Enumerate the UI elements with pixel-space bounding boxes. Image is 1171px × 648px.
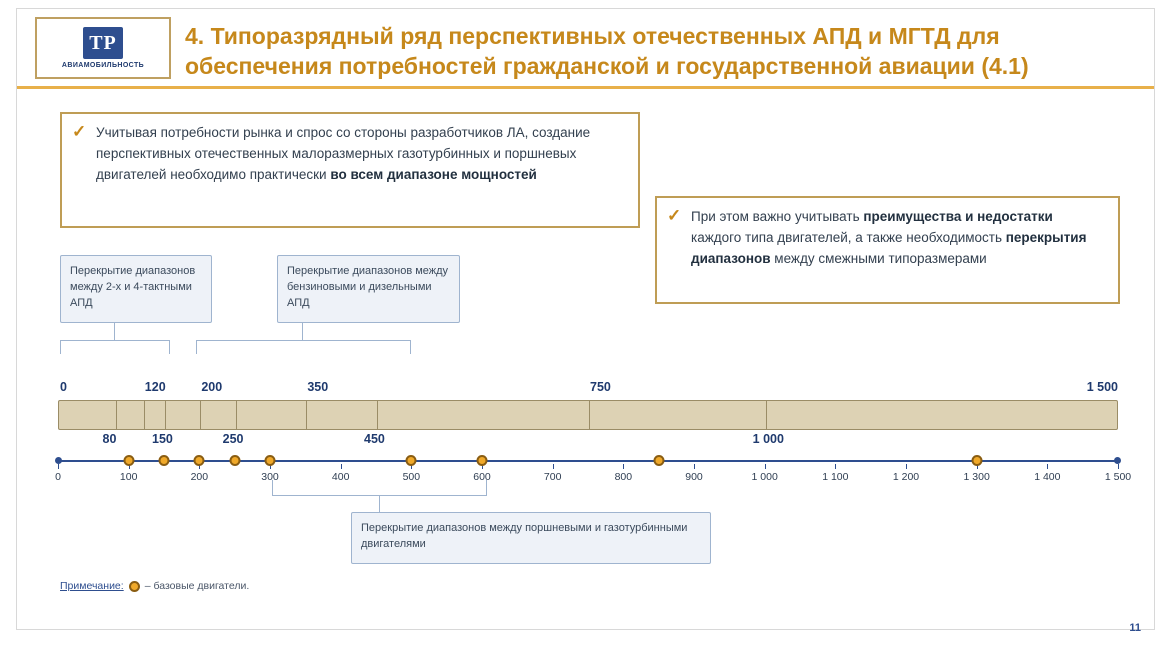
bar-bottom-label: 1 000 bbox=[752, 432, 784, 446]
axis-tick-label: 400 bbox=[331, 471, 350, 483]
bracket-stem-a bbox=[114, 323, 115, 341]
axis-tick-label: 500 bbox=[402, 471, 421, 483]
axis-end-cap bbox=[1114, 457, 1121, 464]
axis-tick-label: 200 bbox=[190, 471, 209, 483]
footnote bbox=[60, 580, 249, 592]
bar-top-label: 0 bbox=[60, 380, 67, 394]
bar-top-label: 120 bbox=[144, 380, 166, 394]
axis-line bbox=[58, 460, 1118, 462]
base-engine-marker bbox=[123, 455, 134, 466]
check-icon: ✓ bbox=[72, 122, 87, 141]
axis-tick bbox=[553, 464, 554, 469]
base-engine-marker bbox=[406, 455, 417, 466]
logo bbox=[35, 17, 171, 79]
bar-divider bbox=[377, 401, 378, 429]
page-title: 4. Типоразрядный ряд перспективных отечественных АПД и МГТД для обеспечения потребностей гражданской и государственной авиации (4.1) bbox=[185, 23, 1029, 79]
bar-divider bbox=[766, 401, 767, 429]
bar-divider bbox=[144, 401, 145, 429]
axis-tick bbox=[623, 464, 624, 469]
bracket-stem-c bbox=[379, 496, 380, 513]
axis-tick-label: 100 bbox=[119, 471, 138, 483]
bar-divider bbox=[200, 401, 201, 429]
axis-tick-label: 0 bbox=[55, 471, 61, 483]
slide-header bbox=[17, 9, 1154, 89]
overlap-note-petrol-diesel: Перекрытие диапазонов между бензиновыми и дизельными АПД bbox=[277, 255, 460, 323]
axis-tick bbox=[1047, 464, 1048, 469]
overlap-note-2t-4t: Перекрытие диапазонов между 2-х и 4-тактными АПД bbox=[60, 255, 212, 323]
bar-bottom-label: 450 bbox=[364, 432, 385, 446]
bar-bottom-label: 150 bbox=[152, 432, 173, 446]
base-engine-marker bbox=[653, 455, 664, 466]
bar-top-labels bbox=[58, 380, 1118, 396]
bracket-stem-b bbox=[302, 323, 303, 341]
base-engine-marker bbox=[229, 455, 240, 466]
axis-tick bbox=[341, 464, 342, 469]
base-engine-marker bbox=[194, 455, 205, 466]
check-icon: ✓ bbox=[667, 206, 682, 225]
bar-track bbox=[58, 400, 1118, 430]
base-engine-marker bbox=[159, 455, 170, 466]
bar-divider bbox=[589, 401, 590, 429]
axis-tick-label: 800 bbox=[614, 471, 633, 483]
bar-divider bbox=[236, 401, 237, 429]
bar-top-label: 200 bbox=[201, 380, 223, 394]
page-number: 11 bbox=[1129, 622, 1141, 634]
axis-tick-label: 1 500 bbox=[1104, 471, 1132, 483]
power-range-bar bbox=[58, 380, 1118, 446]
axis-tick-label: 1 400 bbox=[1034, 471, 1061, 483]
callout-text: При этом важно учитывать преимущества и недостатки каждого типа двигателей, а также необходимость перекрытия диапазонов между смежными типоразмерами bbox=[691, 209, 1087, 266]
overlap-note-piston-turbine: Перекрытие диапазонов между поршневыми и газотурбинными двигателями bbox=[351, 512, 711, 564]
bar-bottom-label: 80 bbox=[102, 432, 117, 446]
footnote-label: Примечание: bbox=[60, 580, 124, 592]
axis-tick bbox=[835, 464, 836, 469]
footnote-text: – базовые двигатели. bbox=[144, 580, 250, 592]
axis-tick-label: 900 bbox=[685, 471, 703, 483]
axis-tick bbox=[765, 464, 766, 469]
axis-tick-label: 700 bbox=[543, 471, 562, 483]
callout-advantages bbox=[655, 196, 1120, 304]
axis-tick bbox=[58, 464, 59, 469]
bar-divider bbox=[165, 401, 166, 429]
bracket-2t-4t bbox=[60, 340, 170, 354]
bracket-piston-turbine bbox=[272, 480, 487, 496]
bar-divider bbox=[306, 401, 307, 429]
callout-market-demand bbox=[60, 112, 640, 228]
bar-top-label: 750 bbox=[590, 380, 611, 394]
axis-start-cap bbox=[55, 457, 62, 464]
logo-mark-icon: ТР bbox=[83, 27, 123, 59]
base-engine-marker bbox=[477, 455, 488, 466]
bar-top-label: 350 bbox=[307, 380, 329, 394]
axis-tick-label: 600 bbox=[473, 471, 491, 483]
power-axis bbox=[55, 452, 1132, 492]
axis-tick-label: 1 000 bbox=[751, 471, 778, 483]
base-engine-icon bbox=[129, 581, 140, 592]
axis-tick bbox=[1118, 464, 1119, 469]
axis-tick-label: 1 100 bbox=[822, 471, 849, 483]
axis-tick-label: 300 bbox=[261, 471, 279, 483]
axis-tick-label: 1 300 bbox=[963, 471, 990, 483]
logo-caption: АВИАМОБИЛЬНОСТЬ bbox=[61, 62, 145, 69]
axis-tick bbox=[694, 464, 695, 469]
bar-bottom-labels bbox=[58, 432, 1118, 448]
bracket-petrol-diesel bbox=[196, 340, 411, 354]
axis-tick bbox=[906, 464, 907, 469]
bar-bottom-label: 250 bbox=[222, 432, 244, 446]
bar-divider bbox=[116, 401, 117, 429]
callout-text: Учитывая потребности рынка и спрос со стороны разработчиков ЛА, создание перспективных отечественных малоразмерных газотурбинных и поршневых двигателей необходимо практически во всем диапазоне мощностей bbox=[96, 125, 591, 182]
bar-top-label: 1 500 bbox=[1086, 380, 1118, 394]
base-engine-marker bbox=[265, 455, 276, 466]
base-engine-marker bbox=[971, 455, 982, 466]
axis-tick-label: 1 200 bbox=[892, 471, 920, 483]
